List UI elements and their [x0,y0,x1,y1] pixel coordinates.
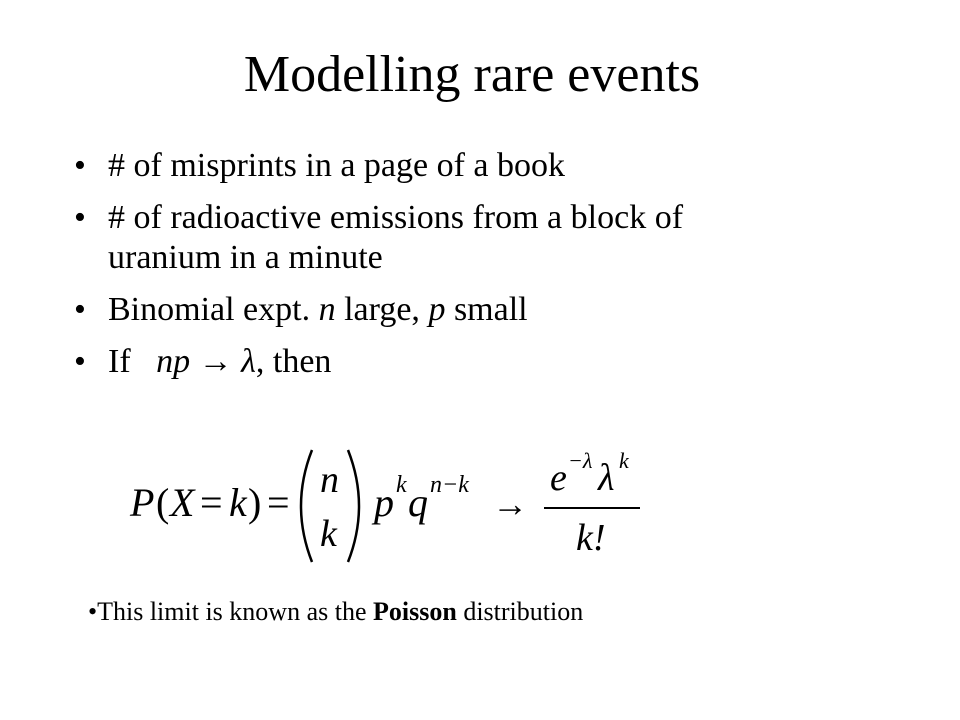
slide-title: Modelling rare events [243,46,701,103]
bullet-text-pre: Binomial expt. [108,291,319,328]
arrow-symbol: → [190,343,242,380]
formula-eq2: = [267,480,290,525]
poisson-limit-formula [130,440,650,570]
bullet-text-line2: uranium in a minute [108,239,383,276]
bullet-text: # of misprints in a page of a book [108,147,566,184]
bullet-glyph: • [74,147,86,184]
formula-eq1: = [200,480,223,525]
poisson-note [88,596,583,628]
bullet-glyph: • [74,343,86,380]
var-n: n [318,291,336,328]
binom-k: k [320,513,337,555]
den-k-factorial: k! [576,517,606,559]
formula-p-exp: k [396,472,407,498]
note-text-pre: This limit is known as the [97,597,373,626]
formula-p: p [374,480,394,525]
var-p: p [428,291,446,328]
note-poisson: Poisson [373,597,457,626]
bullet-radioactive [74,198,874,278]
formula-svg [130,440,650,570]
bullet-limit [74,342,874,382]
num-exp: −λ [568,448,593,473]
binom-right-paren [348,450,359,562]
bullet-text-post: , then [255,343,332,380]
binom-n: n [320,459,339,501]
note-text-post: distribution [456,597,584,626]
bullet-misprints [74,146,874,186]
num-e: e [550,457,567,499]
bullet-text-mid: large, [335,291,429,328]
expr-np: np [156,343,191,380]
bullet-binomial [74,290,874,330]
bullet-list [74,146,874,394]
formula-P: P [130,480,155,525]
note-glyph: • [88,597,98,626]
formula-lparen: ( [156,480,170,525]
bullet-glyph: • [74,291,86,328]
bullet-text-pre: If [108,343,157,380]
lambda-symbol: λ [241,343,256,380]
formula-X: X [170,480,195,525]
binom-left-paren [301,450,312,562]
formula-rparen: ) [248,480,262,525]
num-lambda: λ [598,457,615,499]
formula-arrow: → [492,484,528,524]
formula-q-exp: n−k [430,472,469,498]
num-lambda-exp: k [619,448,629,473]
bullet-text-line1: # of radioactive emissions from a block of [108,199,684,236]
bullet-text-post: small [445,291,528,328]
bullet-glyph: • [74,199,86,236]
formula-k: k [229,480,247,525]
formula-q: q [408,480,428,525]
